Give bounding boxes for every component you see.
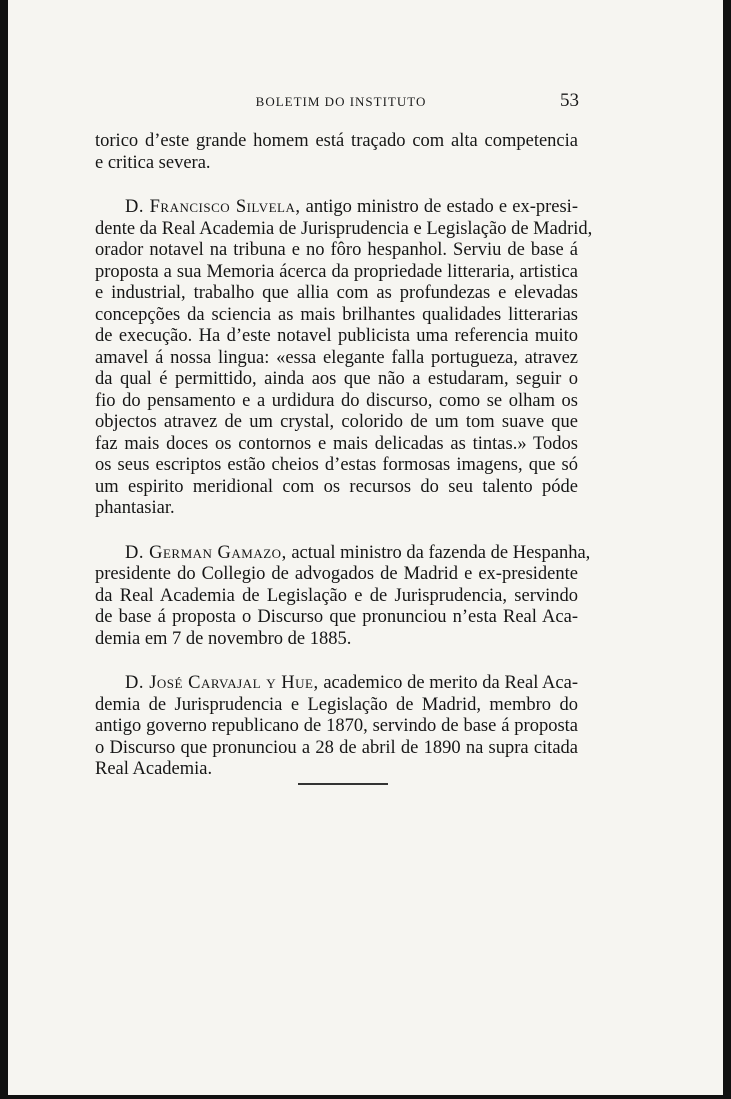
running-head-title: BOLETIM DO INSTITUTO <box>255 94 427 109</box>
person-name: D. José Carvajal y Hue, <box>125 673 319 693</box>
text-line: phantasiar. <box>95 498 175 518</box>
running-head <box>101 90 581 114</box>
text-line: um espirito meridional com os recursos do seu talento póde <box>95 476 578 497</box>
text-segment: academico de merito da Real Aca- <box>318 673 578 693</box>
body-text <box>95 131 593 804</box>
text-line: presidente do Collegio de advogados de Madrid e ex-presidente <box>95 564 578 584</box>
text-line: os seus escriptos estão cheios d’estas formosas imagens, que só <box>95 455 578 475</box>
paragraph-gamazo <box>95 542 591 651</box>
text-line <box>95 542 591 565</box>
text-line: Real Academia. <box>95 759 213 779</box>
text-line: faz mais doces os contornos e mais delicadas as tintas.» Todos <box>95 433 578 454</box>
text-line: de base á proposta o Discurso que pronunciou n’esta Real Aca- <box>95 607 578 627</box>
text-line: o Discurso que pronunciou a 28 de abril de 1890 na supra citada <box>95 737 578 758</box>
text-line: da Real Academia de Legislação e de Jurisprudencia, servindo <box>95 585 578 606</box>
text-line: da qual é permittido, ainda aos que não a estudaram, seguir o <box>95 369 578 389</box>
page-number: 53 <box>560 90 579 111</box>
text-line: demia em 7 de novembro de 1885. <box>95 628 352 649</box>
paragraph-carvajal <box>95 673 578 781</box>
section-end-rule <box>298 783 388 785</box>
text-line: fio do pensamento e a urdidura do discurso, como se olham os <box>95 390 578 411</box>
text-line: e critica severa. <box>95 152 211 173</box>
text-segment: antigo ministro de estado e ex-presi- <box>300 197 578 217</box>
person-name: D. Francisco Silvela, <box>125 197 301 217</box>
text-line: antigo governo republicano de 1870, servindo de base á proposta <box>95 716 578 736</box>
text-line: dente da Real Academia de Jurisprudencia e Legislação de Madrid, <box>95 218 593 239</box>
person-name: D. German Gamazo, <box>125 542 287 563</box>
paragraph-1 <box>95 131 578 174</box>
text-line: objectos atravez de um crystal, colorido de um tom suave que <box>95 412 578 432</box>
text-line: de execução. Ha d’este notavel publicista uma referencia muito <box>95 326 578 346</box>
text-line: demia de Jurisprudencia e Legislação de Madrid, membro do <box>95 694 578 715</box>
text-line: orador notavel na tribuna e no fôro hespanhol. Serviu de base á <box>95 240 578 260</box>
paragraph-silvela <box>95 197 593 520</box>
text-line: torico d’este grande homem está traçado com alta competencia <box>95 131 578 151</box>
text-segment: actual ministro da fazenda de Hespanha, <box>286 542 591 563</box>
text-line: amavel á nossa lingua: «essa elegante falla portugueza, atravez <box>95 347 578 368</box>
text-line: concepções da sciencia as mais brilhantes qualidades litterarias <box>95 304 578 325</box>
text-line <box>95 673 578 695</box>
text-line: proposta a sua Memoria ácerca da propriedade litteraria, artistica <box>95 261 578 282</box>
text-line: e industrial, trabalho que allia com as profundezas e elevadas <box>95 283 578 303</box>
page <box>8 0 723 1095</box>
text-line <box>95 197 578 219</box>
